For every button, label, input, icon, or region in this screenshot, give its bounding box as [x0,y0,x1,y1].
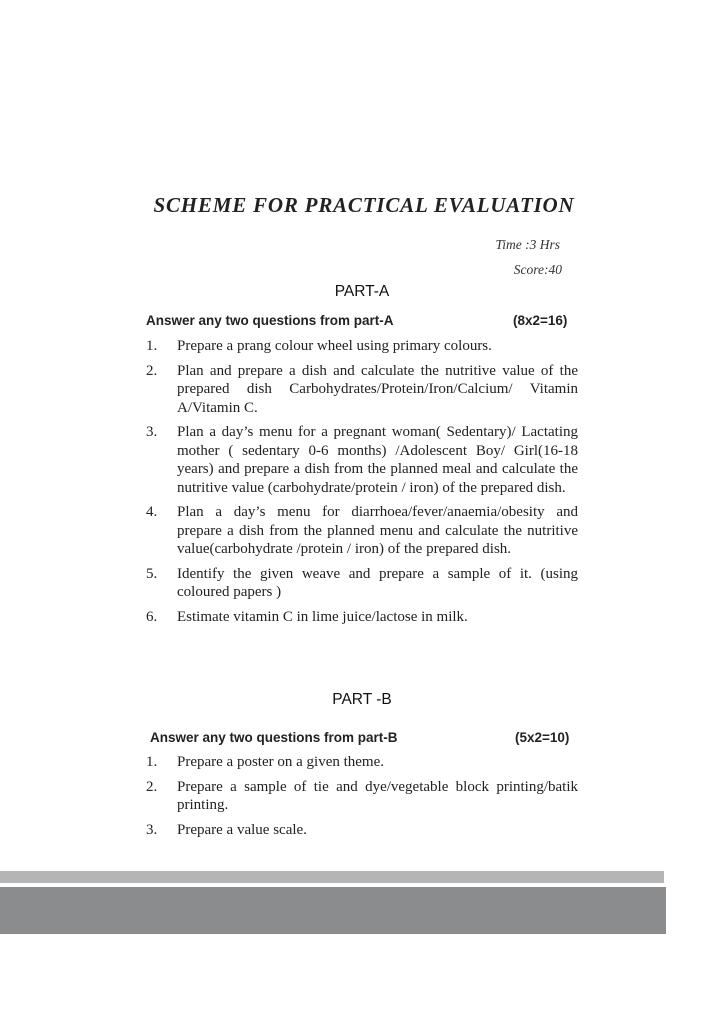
part-a-heading: PART-A [334,283,390,300]
part-a-marks: (8x2=16) [513,313,568,328]
part-b-marks: (5x2=10) [515,730,570,745]
part-a-question-6 [0,608,578,627]
question-number: 1. [146,754,158,770]
question-text: Plan and prepare a dish and calculate the nutritive value of the prepared dish Carbohydrates/Protein/Iron/Calcium/ Vitamin A/Vitamin C. [177,362,578,416]
part-a-question-5 [0,565,578,602]
question-text: Identify the given weave and prepare a sample of it. (using coloured papers ) [177,565,578,600]
footer-divider-light [0,871,664,883]
question-text: Estimate vitamin C in lime juice/lactose in milk. [177,608,468,625]
part-a-question-list [0,337,724,626]
time-duration: Time :3 Hrs [495,237,560,252]
question-text: Plan a day’s menu for diarrhoea/fever/anaemia/obesity and prepare a dish from the planned menu and calculate the nutritive value(carbohydrate /protein / iron) of the prepared dish. [177,504,578,557]
question-number: 2. [146,778,158,795]
page-title: SCHEME FOR PRACTICAL EVALUATION [153,193,575,217]
footer-band-dark [0,887,666,934]
question-number: 5. [146,565,158,582]
part-a-instruction: Answer any two questions from part-A [146,313,394,328]
question-text: Prepare a sample of tie and dye/vegetable block printing/batik printing. [177,778,578,813]
part-b-question-list [0,753,724,839]
question-number: 3. [146,821,158,838]
total-score: Score:40 [513,262,562,277]
question-text: Prepare a prang colour wheel using primary colours. [177,338,492,354]
part-b-instruction: Answer any two questions from part-B [150,730,398,745]
part-a-question-4 [0,503,578,559]
part-b-question-2 [0,778,578,815]
part-b-question-1 [0,753,578,772]
question-number: 2. [146,362,158,379]
question-text: Prepare a value scale. [177,821,307,838]
question-number: 4. [146,504,158,520]
question-number: 3. [146,424,158,440]
part-b-question-3 [0,821,578,840]
part-a-question-2 [0,362,578,418]
part-a-question-3 [0,423,578,497]
part-b-heading: PART -B [332,691,392,708]
question-text: Plan a day’s menu for a pregnant woman( Sedentary)/ Lactating mother ( sedentary 0-6 months) /Adolescent Boy/ Girl(16-18 years) and prepare a dish from the planned meal and calculate the nutritive value (carbohydrate/protein / iron) of the prepared dish. [177,424,578,496]
question-number: 6. [146,608,158,625]
question-text: Prepare a poster on a given theme. [177,754,385,770]
question-number: 1. [146,338,158,354]
part-a-question-1 [0,337,578,356]
